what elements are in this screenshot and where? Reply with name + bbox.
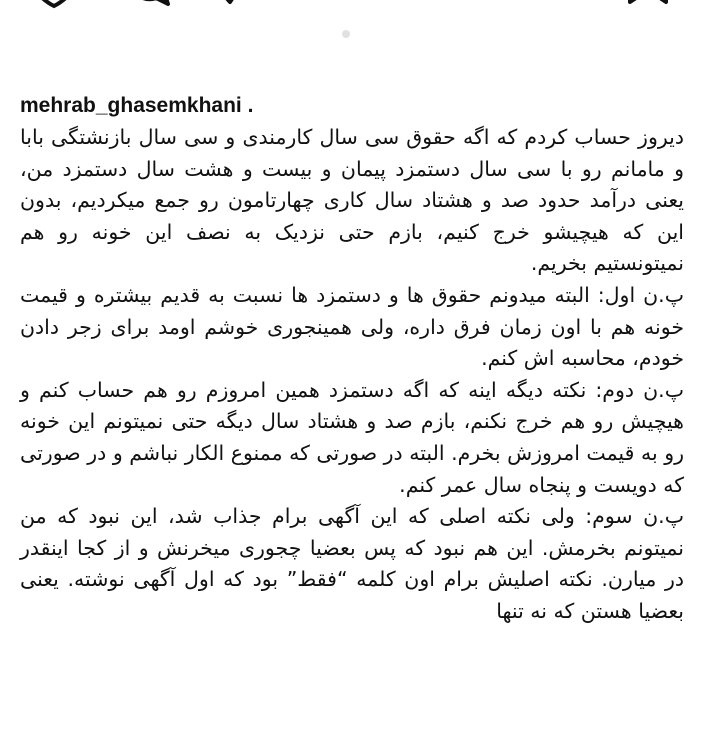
username-suffix: . bbox=[241, 94, 254, 117]
caption-body bbox=[20, 122, 684, 628]
caption-paragraph: پ.ن اول: البته میدونم حقوق ها و دستمزد ها نسبت به قدیم بیشتره و قیمت خونه هم با اون زمان فرق داره، ولی همینجوری خوشم اومد برای زجر دادن خودم، محاسبه اش کنم. bbox=[20, 282, 684, 371]
caption-paragraph: پ.ن دوم: نکته دیگه اینه که اگه دستمزد همین امروزم رو هم حساب کنم و هیچیش رو هم خرج نکنم، بازم صد و هشتاد سال دیگه حتی نمیتونم این خونه رو به قیمت امروزش بخرم. البته در صورتی که ممنوع الکار نباشم و در صورتی که دویست و پنجاه سال عمر کنم. bbox=[20, 377, 684, 497]
share-icon[interactable] bbox=[208, 0, 260, 20]
caption-paragraph: دیروز حساب کردم که اگه حقوق سی سال کارمندی و سی سال بازنشتگی بابا و مامانم رو با سی سال دستمزد پیمان و بیست و هشت سال دستمزد من، یعنی درآمد حدود صد و هشتاد سال کاری چهارتامون رو جمع میکردیم، بدون این که هیچیشو خرج کنیم، بازم حتی نزدیک به نصف این خونه رو هم نمیتونستیم بخریم. bbox=[20, 125, 684, 276]
username-link[interactable]: mehrab_ghasemkhani bbox=[20, 94, 242, 117]
bookmark-icon[interactable] bbox=[624, 0, 676, 20]
caption-paragraph: پ.ن سوم: ولی نکته اصلی که این آگهی برام جذاب شد، این نبود که من نمیتونم بخرمش. این هم نبود که پس بعضیا چجوری میخرنش و از کجا اینقدر در میارن. نکته اصلیش برام اون کلمه “فقط” بود که اول آگهی نوشته. یعنی بعضیا هستن که نه تنها bbox=[20, 504, 684, 623]
heart-icon[interactable] bbox=[28, 0, 80, 20]
post-caption bbox=[20, 92, 684, 628]
caption-username-line bbox=[20, 92, 684, 120]
comment-icon[interactable] bbox=[124, 0, 176, 20]
carousel-indicator-dot bbox=[342, 30, 350, 38]
post-action-bar bbox=[0, 0, 701, 20]
